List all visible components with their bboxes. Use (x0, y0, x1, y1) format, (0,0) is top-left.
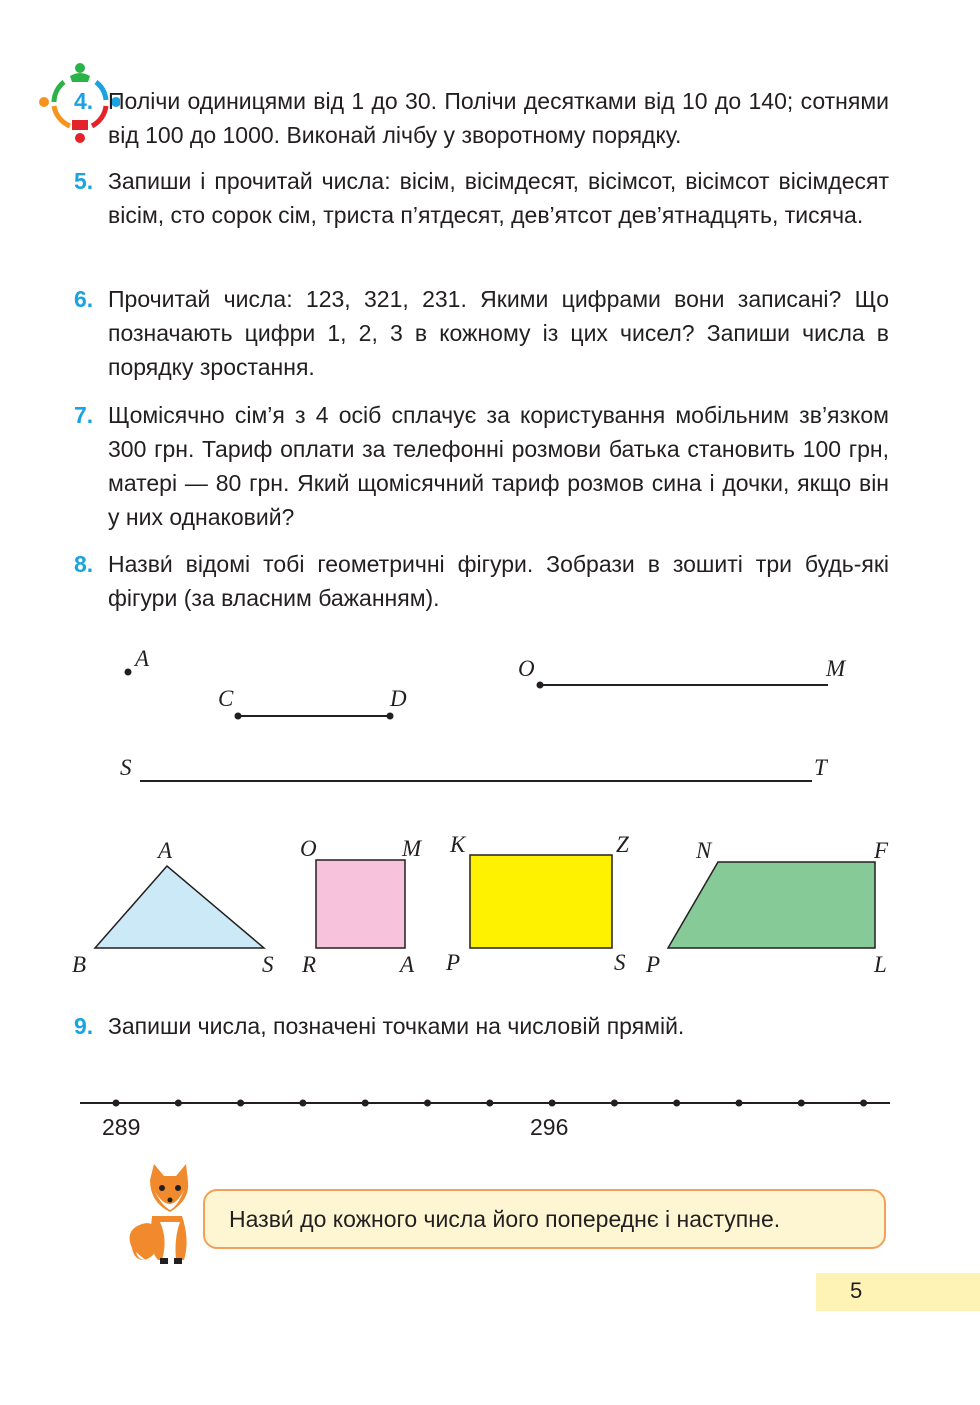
square-label-m: M (402, 836, 422, 861)
trapezoid-label-n: N (696, 838, 712, 863)
task-number: 4. (74, 88, 94, 114)
rectangle-figure (445, 832, 629, 975)
fox-icon (124, 1160, 204, 1270)
number-line-point (299, 1100, 306, 1107)
task-5 (74, 164, 889, 232)
line-figure (120, 755, 829, 781)
page-number-bar (816, 1273, 980, 1311)
segment-label-c: C (218, 686, 234, 711)
square-figure (300, 836, 423, 977)
number-line-point (673, 1100, 680, 1107)
page-number: 5 (850, 1278, 863, 1303)
task-number: 9. (74, 1013, 94, 1039)
segment-figure (218, 686, 407, 720)
task-text: Щомісячно сім’я з 4 осіб сплачує за користування мобільним зв’язком 300 грн. Тариф оплати за телефонні розмови батька становить 100 грн, матері — 80 грн. Який щомісячний тариф розмов сина і дочки, якщо він у них однаковий? (108, 402, 889, 530)
trapezoid-label-l: L (874, 952, 887, 977)
square-label-r: R (302, 952, 317, 977)
rectangle-label-z: Z (616, 832, 629, 857)
task-number: 5. (74, 168, 94, 194)
number-line (0, 1080, 980, 1150)
trapezoid-label-p: P (646, 952, 661, 977)
task-4 (74, 84, 889, 152)
number-line-point (113, 1100, 120, 1107)
number-line-point (362, 1100, 369, 1107)
number-line-point (549, 1100, 556, 1107)
line-label-t: T (814, 755, 827, 780)
task-text: Запиши і прочитай числа: вісім, вісімдесят, вісімсот, вісімсот вісімдесят вісім, сто сорок сім, триста п’ятдесят, дев’ятсот дев’ятнадцять, тисяча. (108, 168, 889, 228)
rectangle-label-p: P (446, 950, 461, 975)
line-label-s: S (120, 755, 132, 780)
task-7 (74, 398, 889, 534)
triangle-figure (72, 838, 274, 977)
segment-label-d: D (390, 686, 407, 711)
geometric-figures (0, 630, 980, 990)
tip-box (203, 1189, 886, 1249)
rectangle-label-k: K (450, 832, 466, 857)
number-line-label-start: 289 (102, 1114, 141, 1140)
trapezoid-figure (645, 838, 889, 977)
task-9 (74, 1009, 889, 1043)
task-number: 7. (74, 402, 94, 428)
triangle-label-s: S (262, 952, 274, 977)
number-line-point (611, 1100, 618, 1107)
point-label: A (135, 646, 150, 671)
number-line-label-middle: 296 (530, 1114, 569, 1140)
task-8 (74, 547, 889, 615)
square-label-o: O (300, 836, 317, 861)
ray-label-o: O (518, 656, 535, 681)
task-6 (74, 282, 889, 384)
trapezoid-label-f: F (874, 838, 889, 863)
task-text: Полічи одиницями від 1 до 30. Полічи десятками від 10 до 140; сотнями від 100 до 1000. Виконай лічбу у зворотному порядку. (108, 88, 889, 148)
number-line-point (175, 1100, 182, 1107)
task-text: Назви́ відомі тобі геометричні фігури. Зобрази в зошиті три будь-які фігури (за власним бажанням). (108, 551, 889, 611)
task-text: Прочитай числа: 123, 321, 231. Якими цифрами вони записані? Що позначають цифри 1, 2, 3 в кожному із цих чисел? Запиши числа в порядку зростання. (108, 286, 889, 380)
point-figure (125, 646, 151, 676)
triangle-label-b: B (72, 952, 87, 977)
number-line-point (860, 1100, 867, 1107)
number-line-point (424, 1100, 431, 1107)
tip-text: Назви́ до кожного числа його попереднє і наступне. (229, 1206, 781, 1232)
rectangle-label-s: S (614, 950, 626, 975)
number-line-point (798, 1100, 805, 1107)
triangle-label-a: A (158, 838, 173, 863)
square-label-a: A (400, 952, 415, 977)
task-text: Запиши числа, позначені точками на числовій прямій. (108, 1013, 685, 1039)
ray-label-m: M (826, 656, 846, 681)
number-line-point (736, 1100, 743, 1107)
task-number: 8. (74, 551, 94, 577)
ray-figure (518, 656, 847, 689)
number-line-point (237, 1100, 244, 1107)
task-number: 6. (74, 286, 94, 312)
number-line-point (486, 1100, 493, 1107)
